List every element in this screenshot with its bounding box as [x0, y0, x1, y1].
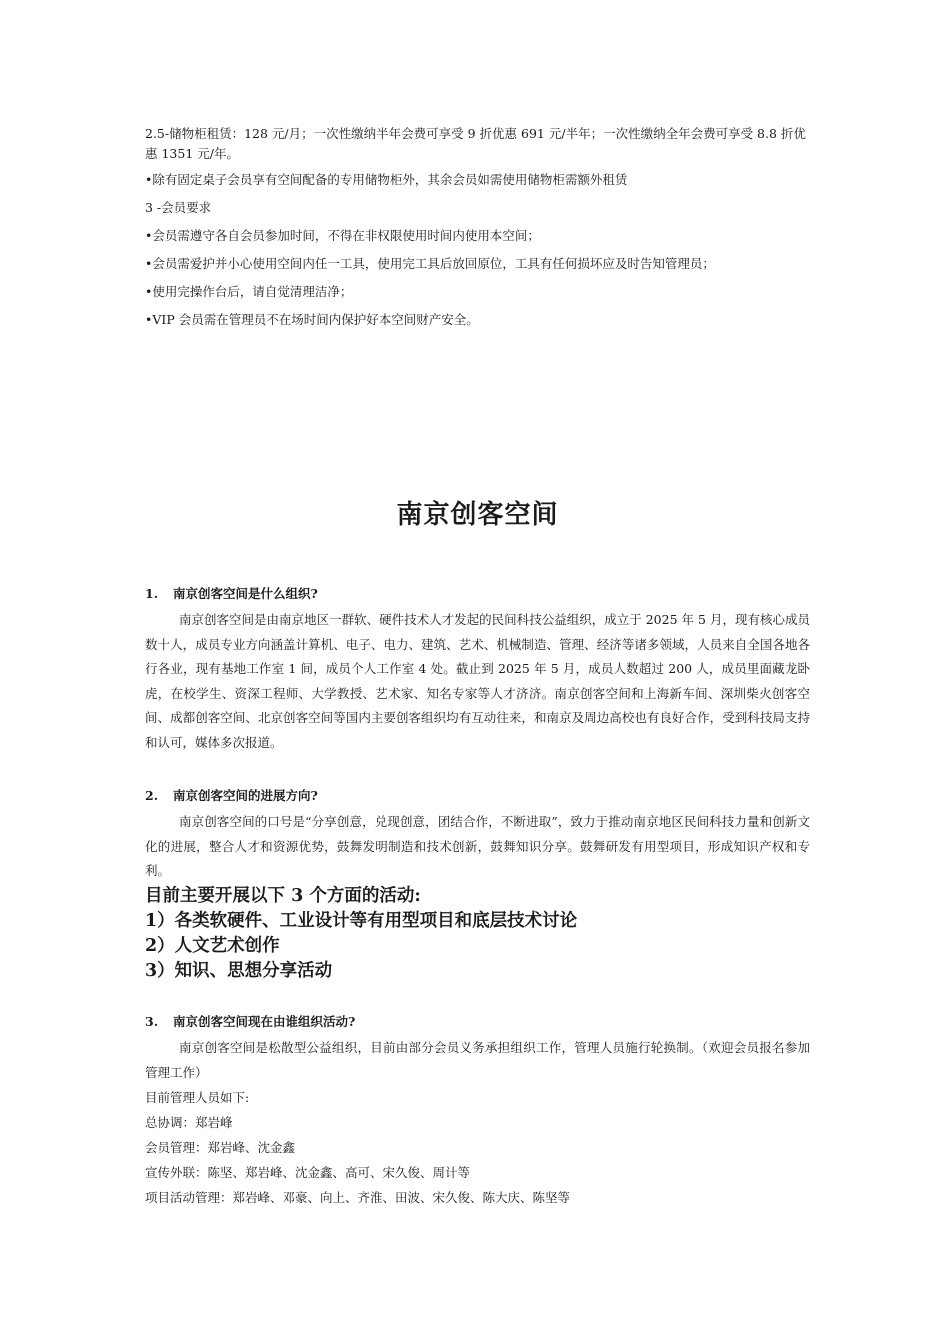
management-item: 总协调：郑岩峰 [145, 1115, 233, 1130]
section-heading-text: 南京创客空间是什么组织? [173, 586, 318, 601]
section-body: 南京创客空间是松散型公益组织，目前由部分会员义务承担组织工作，管理人员施行轮换制。（欢迎会员报名参加管理工作） [145, 1040, 810, 1080]
activity-item: 1）各类软硬件、工业设计等有用型项目和底层技术讨论 [145, 910, 578, 931]
section-number: 1. [145, 586, 159, 601]
requirement-item: •会员需遵守各自会员参加时间，不得在非权限使用时间内使用本空间； [145, 228, 540, 243]
storage-note-text: •除有固定桌子会员享有空间配备的专用储物柜外，其余会员如需使用储物柜需额外租赁 [145, 172, 628, 187]
activity-item: 2）人文艺术创作 [145, 935, 280, 956]
activities-heading: 目前主要开展以下 3 个方面的活动: [145, 885, 421, 906]
page-title: 南京创客空间 [396, 500, 559, 530]
section-1 [145, 584, 810, 755]
management-intro: 目前管理人员如下: [145, 1090, 250, 1105]
section-body: 南京创客空间是由南京地区一群软、硬件技术人才发起的民间科技公益组织，成立于 2025 年 5 月，现有核心成员数十人，成员专业方向涵盖计算机、电子、电力、建筑、艺术、机械制造、管理、经济等诸多领域，人员来自全国各地各行各业，现有基地工作室 1 间，成员个人工作室 4 处。截止到 2025 年 5 月，成员人数超过 200 人，成员里面藏龙卧虎，在校学生、资深工程师、大学教授、艺术家、知名专家等人才济济。南京创客空间和上海新车间、深圳柴火创客空间、成都创客空间、北京创客空间等国内主要创客组织均有互动往来，和南京及周边高校也有良好合作，受到科技局支持和认可，媒体多次报道。 [145, 612, 810, 750]
management-item: 会员管理：郑岩峰、沈金鑫 [145, 1140, 296, 1155]
activity-item: 3）知识、思想分享活动 [145, 960, 333, 981]
storage-rental-text: 2.5-储物柜租赁：128 元/月；一次性缴纳半年会费可享受 9 折优惠 691 元/半年；一次性缴纳全年会费可享受 8.8 折优惠 1351 元/年。 [145, 126, 806, 161]
document-page [145, 124, 810, 1205]
requirement-item: •会员需爱护并小心使用空间内任一工具，使用完工具后放回原位，工具有任何损坏应及时告知管理员； [145, 256, 715, 271]
requirement-item: •使用完操作台后，请自觉清理洁净； [145, 284, 353, 299]
requirement-item: •VIP 会员需在管理员不在场时间内保护好本空间财产安全。 [145, 312, 479, 327]
member-requirements-heading: 3 -会员要求 [145, 200, 212, 215]
section-heading-text: 南京创客空间现在由谁组织活动? [173, 1014, 356, 1029]
section-heading [145, 1012, 810, 1032]
section-3 [145, 1012, 810, 1210]
management-item: 项目活动管理：郑岩峰、邓豪、向上、齐淮、田波、宋久俊、陈大庆、陈坚等 [145, 1190, 571, 1205]
section-heading-text: 南京创客空间的进展方向? [173, 788, 318, 803]
section-body: 南京创客空间的口号是“分享创意，兑现创意，团结合作，不断进取”，致力于推动南京地区民间科技力量和创新文化的进展，整合人才和资源优势，鼓舞发明制造和技术创新，鼓舞知识分享。鼓舞研发有用型项目，形成知识产权和专利。 [145, 814, 810, 878]
section-heading [145, 584, 810, 604]
section-number: 3. [145, 1014, 159, 1029]
section-heading [145, 786, 810, 806]
management-item: 宣传外联：陈坚、郑岩峰、沈金鑫、高可、宋久俊、周计等 [145, 1165, 471, 1180]
section-number: 2. [145, 788, 159, 803]
section-2 [145, 786, 810, 984]
